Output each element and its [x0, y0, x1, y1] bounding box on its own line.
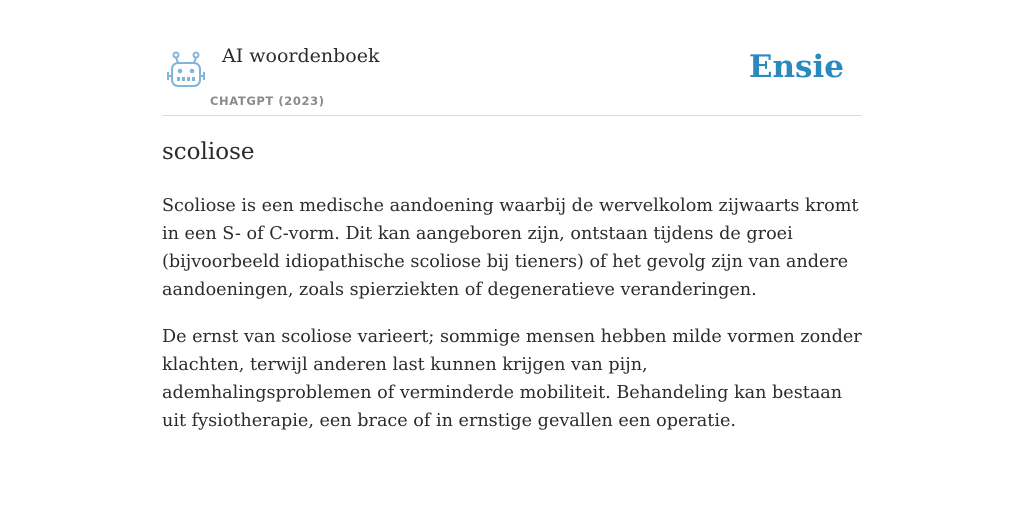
dictionary-source: CHATGPT (2023)	[210, 94, 325, 108]
ensie-logo-link[interactable]: Ensie	[748, 49, 844, 85]
entry-term: scoliose	[162, 139, 255, 165]
entry-definition	[162, 192, 862, 454]
definition-paragraph: Scoliose is een medische aandoening waarbij de wervelkolom zijwaarts kromt in een S- of C-vorm. Dit kan aangeboren zijn, ontstaan tijdens de groei (bijvoorbeeld idiopathische scoliose bij tieners) of het gevolg zijn van andere aandoeningen, zoals spierziekten of degeneratieve veranderingen.	[162, 196, 859, 300]
definition-paragraph: De ernst van scoliose varieert; sommige mensen hebben milde vormen zonder klachten, terwijl anderen last kunnen krijgen van pijn, ademhalingsproblemen of verminderde mobiliteit. Behandeling kan bestaan uit fysiotherapie, een brace of in ernstige gevallen een operatie.	[162, 327, 862, 431]
page	[162, 0, 862, 512]
robot-icon	[164, 50, 208, 92]
dictionary-title[interactable]: AI woordenboek	[222, 45, 380, 67]
dictionary-header	[162, 0, 862, 116]
